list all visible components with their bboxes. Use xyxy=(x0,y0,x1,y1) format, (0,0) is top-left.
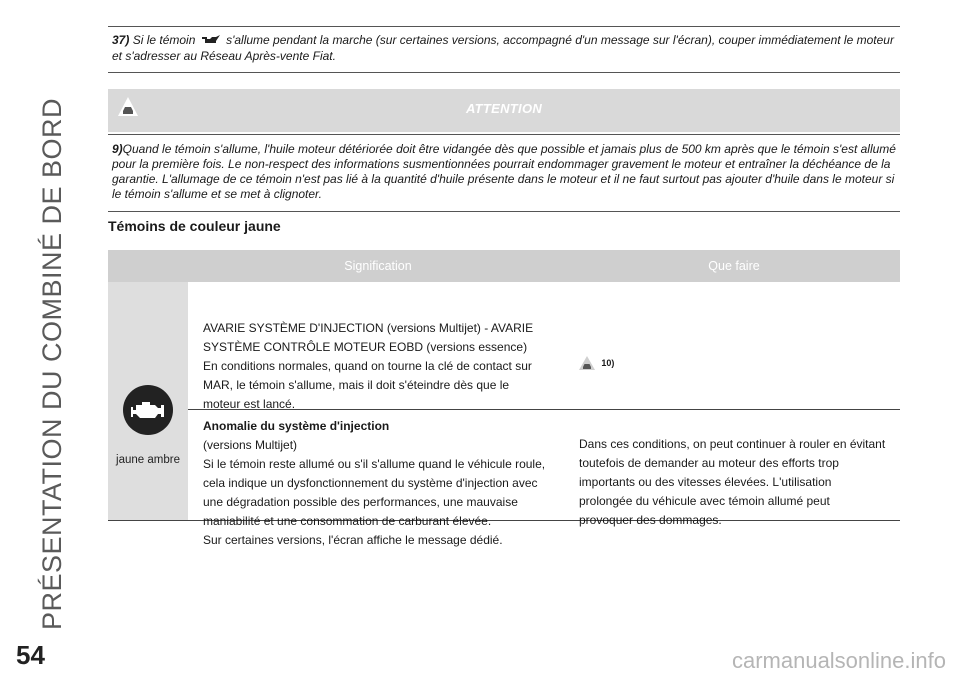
row2-action-line: prolongée du véhicule avec témoin allumé peut xyxy=(579,494,830,508)
warning-ref: 9) xyxy=(112,142,123,156)
note-text-before: Si le témoin xyxy=(132,33,196,47)
warning-body xyxy=(108,134,900,212)
table-body xyxy=(108,282,900,547)
note-block xyxy=(108,26,900,73)
warning-title: ATTENTION xyxy=(465,101,543,116)
row1-line: moteur est lancé. xyxy=(203,397,296,411)
row1-line: En conditions normales, quand on tourne la clé de contact sur xyxy=(203,359,532,373)
header-significance: Signification xyxy=(344,259,412,273)
side-section-title: PRÉSENTATION DU COMBINÉ DE BORD xyxy=(37,97,67,631)
row1-action xyxy=(579,354,905,374)
row2-line: Sur certaines versions, l'écran affiche le message dédié. xyxy=(203,533,503,547)
row2-action-line: provoquer des dommages. xyxy=(579,513,722,527)
row2-significance xyxy=(203,417,553,550)
warning-lights-table xyxy=(108,250,900,547)
note-text-after: s'allume pendant la marche (sur certaines versions, accompagné d'un message sur l'écran), couper immédiatement le moteur et s'adresser au Réseau Après-vente Fiat. xyxy=(112,33,894,63)
row1-significance xyxy=(203,319,553,414)
row2-action-line: Dans ces conditions, on peut continuer à rouler en évitant xyxy=(579,437,886,451)
row1-action-ref: 10) xyxy=(601,358,615,368)
warning-text: Quand le témoin s'allume, l'huile moteur détériorée doit être vidangée dès que possible et jamais plus de 500 km après que le témoin s'est allumé pour la première fois. Le non-respect des informations susmentionnées pourrait endommager gravement le moteur et entraîner la déchéance de la garantie. L'allumage de ce témoin n'est pas lié à la quantité d'huile présente dans le moteur et il ne faut surtout pas ajouter d'huile dans le moteur si le témoin s'allume et se met à clignoter. xyxy=(112,142,896,201)
row1-line: MAR, le témoin s'allume, mais il doit s'éteindre dès que le xyxy=(203,378,510,392)
oil-can-icon xyxy=(201,34,221,45)
note-ref: 37) xyxy=(112,33,130,47)
row2-line: cela indique un dysfonctionnement du système d'injection avec xyxy=(203,476,538,490)
row1-line: AVARIE SYSTÈME D'INJECTION (versions Multijet) - AVARIE xyxy=(203,321,534,335)
row2-line: une dégradation possible des performances, une mauvaise xyxy=(203,495,518,509)
row1-line: SYSTÈME CONTRÔLE MOTEUR EOBD (versions essence) xyxy=(203,340,528,354)
table-row xyxy=(188,282,900,410)
table-row xyxy=(188,410,900,547)
lamp-cell xyxy=(108,282,188,520)
header-action: Que faire xyxy=(708,259,760,273)
section-heading: Témoins de couleur jaune xyxy=(108,218,281,234)
row2-line: (versions Multijet) xyxy=(203,438,298,452)
watermark: carmanualsonline.info xyxy=(731,648,946,673)
lamp-color-label: jaune ambre xyxy=(116,454,180,466)
engine-icon xyxy=(123,385,173,435)
warning-car-icon xyxy=(579,356,595,370)
row2-action-line: toutefois de demander au moteur des efforts trop xyxy=(579,456,839,470)
warning-header xyxy=(108,89,900,132)
row2-line: Si le témoin reste allumé ou s'il s'allume quand le véhicule roule, xyxy=(203,457,546,471)
row2-action xyxy=(579,435,905,530)
row2-action-line: importants ou des vitesses élevées. L'utilisation xyxy=(579,475,832,489)
page-number: 54 xyxy=(16,640,45,670)
engine-warning-lamp-icon xyxy=(123,385,173,435)
table-header xyxy=(108,250,900,282)
row2-title: Anomalie du système d'injection xyxy=(203,419,390,433)
row2-line: maniabilité et une consommation de carburant élevée. xyxy=(203,514,492,528)
